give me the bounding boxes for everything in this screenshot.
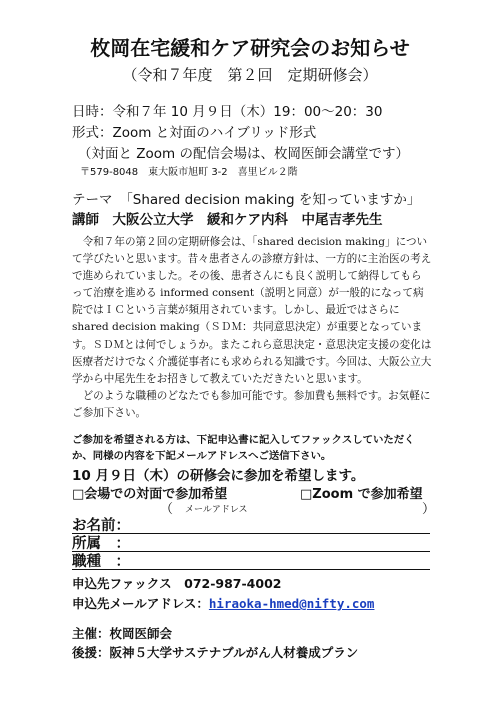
lecturer: 講師 大阪公立大学 緩和ケア内科 中尾吉孝先生: [72, 212, 383, 228]
occupation-field-line[interactable]: [72, 569, 430, 570]
page-subtitle: （令和７年度 第２回 定期研修会）: [122, 66, 378, 84]
event-format: 形式：Zoom と対面のハイブリッド形式: [72, 125, 317, 141]
sponsor: 後援：阪神５大学サステナブルがん人材養成プラン: [72, 645, 359, 660]
application-notice: ご参加を希望される方は、下記申込書に記入してファックスしていただくか、同様の内容を下記メールアドレスへご送信下さい。: [72, 434, 415, 462]
venue-note: （対面と Zoom の配信会場は、枚岡医師会講堂です）: [78, 146, 409, 162]
name-field-label: お名前：: [72, 518, 130, 534]
mail-address-label: メールアドレス: [185, 505, 248, 515]
mail-bracket-open: （: [160, 502, 174, 517]
affiliation-field-label: 所属 ：: [72, 536, 130, 552]
option-zoom[interactable]: □Zoom で参加希望: [300, 487, 423, 502]
venue-address: 〒579-8048 東大阪市旭町 3-2 喜里ビル２階: [80, 167, 298, 178]
email-link[interactable]: hiraoka-hmed@nifty.com: [208, 596, 375, 611]
page-title: 枚岡在宅緩和ケア研究会のお知らせ: [90, 36, 410, 60]
description: [72, 234, 432, 422]
occupation-field-label: 職種 ：: [72, 554, 130, 570]
description-paragraph-2: どのような職種のどなたでも参加可能です。参加費も無料です。お気軽にご参加下さい。: [72, 389, 431, 419]
fax-contact: 申込先ファックス 072-987-4002: [72, 576, 282, 591]
description-paragraph-1: 令和７年の第２回の定期研修会は、「shared decision making」について学びたいと思います。昔々患者さんの診療方針は、一方的に主治医の考えで進められていました。その後、患者さんにも良く説明して納得してもらって治療を進める informed consent（説明と同意）が一般的になって病院ではＩＣという言葉が頻用されています。しかし、最近ではさらに shared decision making（ＳＤＭ：共同意思決定）が重要となっています。ＳＤＭとは何でしょうか。またこれら意思決定・意思決定支援の変化は医療者だけでなく介護従事者にも求められる知識です。今回は、大阪公立大学から中尾先生をお招きして教えていただきたいと思います。: [72, 236, 432, 385]
event-datetime: 日時：令和７年 10 月９日（木）19：00〜20：30: [72, 104, 383, 120]
lecture-theme: テーマ 「Shared decision making を知っていますか」: [72, 192, 421, 208]
organizer: 主催：枚岡医師会: [72, 626, 173, 641]
mail-bracket-close: ）: [422, 502, 436, 517]
email-contact: [72, 594, 374, 612]
email-contact-label: 申込先メールアドレス：: [72, 596, 209, 611]
participation-statement: 10 月９日（木）の研修会に参加を希望します。: [72, 468, 365, 484]
option-onsite[interactable]: □会場での対面で参加希望: [72, 487, 228, 502]
